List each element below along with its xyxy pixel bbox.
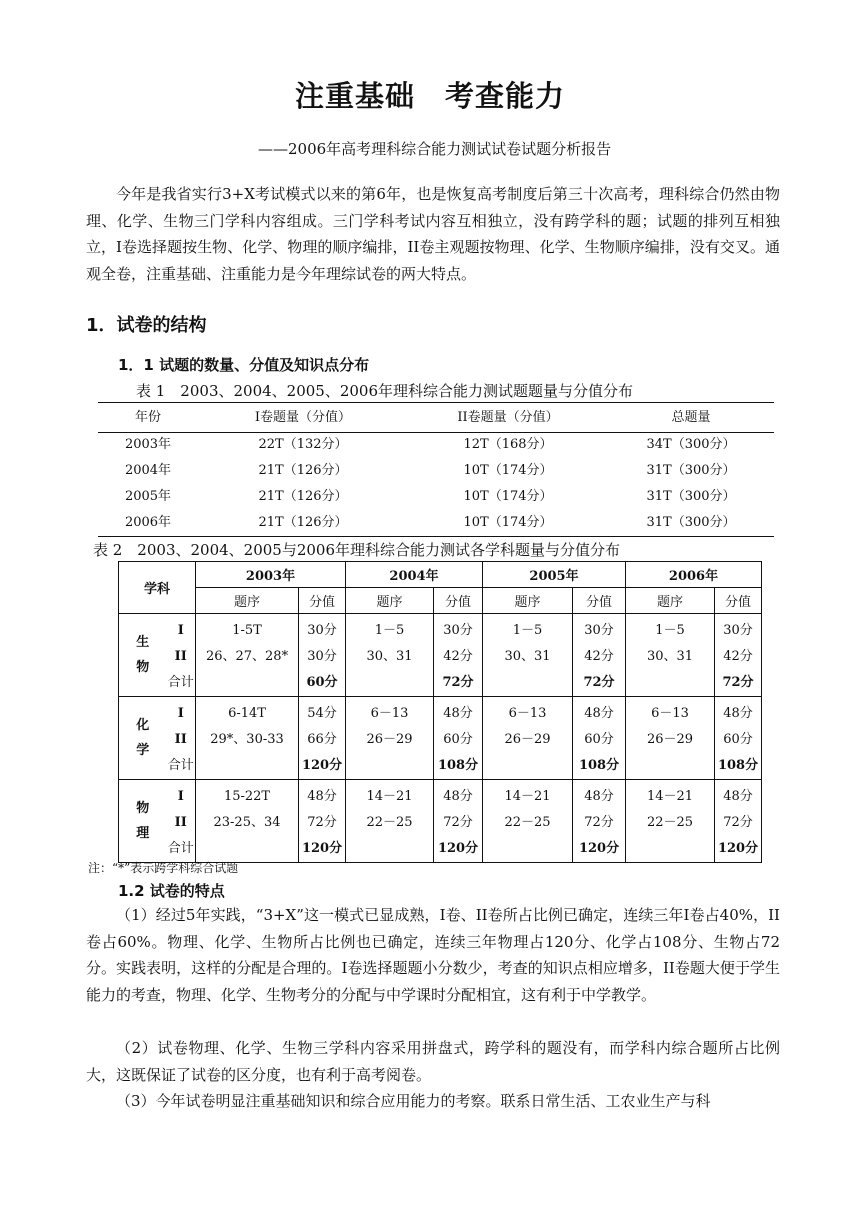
score-value: 42分 — [584, 649, 614, 664]
table1-cell: 22T（132分） — [258, 437, 348, 452]
score-total: 72分 — [442, 675, 474, 690]
table2-subject-physics — [119, 780, 167, 863]
table2-footnote: 注：“*”表示跨学科综合试题 — [88, 861, 239, 875]
order-value: 30、31 — [366, 649, 413, 664]
page-title: 注重基础 考查能力 — [294, 79, 565, 113]
subject-char: 学 — [136, 743, 150, 758]
score-total: 120分 — [437, 841, 479, 856]
order-value: 30、31 — [646, 649, 694, 664]
table1-cell: 21T（126分） — [258, 489, 348, 504]
table2-col-score: 分值 — [434, 588, 483, 614]
score-total: 108分 — [717, 758, 759, 773]
subject-char: 物 — [136, 801, 150, 816]
table1-cell: 21T（126分） — [258, 515, 348, 530]
table2-order-cell — [346, 697, 434, 780]
part-label: 合计 — [167, 675, 194, 690]
order-value: 22－25 — [366, 815, 413, 830]
order-value: 30、31 — [504, 649, 551, 664]
part-label: I — [177, 623, 184, 638]
order-value: 1-5T — [232, 623, 262, 638]
order-value: 26、27、28* — [205, 649, 289, 664]
table1-cell: 21T（126分） — [258, 463, 348, 478]
table2-score-cell — [715, 697, 762, 780]
score-value: 60分 — [584, 732, 614, 747]
table2-order-cell — [626, 614, 715, 697]
table1-cell: 10T（174分） — [463, 463, 553, 478]
table1-cell: 2003年 — [124, 437, 172, 452]
order-value: 6－13 — [370, 706, 409, 721]
order-value: 14－21 — [504, 789, 551, 804]
table2-col-score: 分值 — [299, 588, 346, 614]
table1-cell: 10T（174分） — [463, 515, 553, 530]
table2-parts — [167, 780, 196, 863]
table-row — [119, 614, 762, 697]
table2-order-cell — [346, 614, 434, 697]
score-value: 30分 — [307, 649, 337, 664]
score-total: 72分 — [722, 675, 754, 690]
score-total: 60分 — [306, 675, 338, 690]
table2-score-cell — [434, 614, 483, 697]
table2 — [118, 561, 762, 863]
score-total: 120分 — [578, 841, 620, 856]
table-row — [98, 432, 774, 458]
table2-year-header: 2005年 — [483, 562, 626, 588]
table2-col-score: 分值 — [573, 588, 626, 614]
score-total: 108分 — [578, 758, 620, 773]
score-value: 48分 — [443, 789, 473, 804]
score-value: 42分 — [443, 649, 473, 664]
table2-order-cell — [196, 697, 299, 780]
table2-col-score: 分值 — [715, 588, 762, 614]
order-value: 15-22T — [223, 789, 271, 804]
page-subtitle: ——2006年高考理科综合能力测试试卷试题分析报告 — [258, 140, 612, 158]
score-value: 60分 — [723, 732, 753, 747]
order-value: 23-25、34 — [213, 815, 281, 830]
table1-cell: 2004年 — [124, 463, 172, 478]
table2-score-cell — [573, 614, 626, 697]
table2-col-order: 题序 — [346, 588, 434, 614]
order-value: 6－13 — [508, 706, 547, 721]
table1-cell: 12T（168分） — [463, 437, 553, 452]
table-row — [119, 697, 762, 780]
table2-score-cell — [299, 780, 346, 863]
part-label: 合计 — [167, 758, 194, 773]
table1-bottom-rule — [98, 536, 774, 537]
table1-header-row — [98, 405, 774, 431]
feature-paragraph-2: （2）试卷物理、化学、生物三学科内容采用拼盘式，跨学科的题没有，而学科内综合题所占比例大，这既保证了试卷的区分度，也有利于高考阅卷。 — [86, 1039, 780, 1084]
order-value: 14－21 — [366, 789, 413, 804]
score-value: 54分 — [307, 706, 337, 721]
table2-score-cell — [299, 614, 346, 697]
table1-cell: 31T（300分） — [646, 463, 736, 478]
table2-score-cell — [299, 697, 346, 780]
score-value: 72分 — [723, 815, 753, 830]
order-value: 1－5 — [655, 623, 685, 638]
table1-top-rule — [98, 402, 774, 403]
table-row — [98, 458, 774, 484]
order-value: 6－13 — [651, 706, 689, 721]
table-row — [98, 510, 774, 536]
score-value: 48分 — [584, 789, 614, 804]
score-value: 30分 — [307, 623, 337, 638]
table2-score-cell — [573, 697, 626, 780]
order-value: 22－25 — [646, 815, 694, 830]
table1-header-total: 总题量 — [671, 410, 711, 425]
table2-order-cell — [483, 614, 573, 697]
table2-year-header: 2006年 — [626, 562, 762, 588]
score-value: 48分 — [723, 789, 753, 804]
part-label: 合计 — [167, 841, 194, 856]
table1-header-part1: I卷题量（分值） — [254, 410, 352, 425]
subsection-heading-features: 1.2 试卷的特点 — [118, 882, 225, 900]
table2-col-order: 题序 — [483, 588, 573, 614]
score-total: 120分 — [717, 841, 759, 856]
table1-cell: 2005年 — [124, 489, 172, 504]
table2-score-cell — [434, 697, 483, 780]
table1-cell: 31T（300分） — [646, 489, 736, 504]
score-value: 30分 — [584, 623, 614, 638]
part-label: II — [174, 732, 187, 747]
table2-order-cell — [626, 697, 715, 780]
table2-order-cell — [346, 780, 434, 863]
score-value: 72分 — [307, 815, 337, 830]
order-value: 26－29 — [504, 732, 551, 747]
table1-header-year: 年份 — [134, 410, 161, 425]
score-total: 108分 — [437, 758, 479, 773]
table2-score-cell — [573, 780, 626, 863]
score-value: 72分 — [443, 815, 473, 830]
table2-subject-chemistry — [119, 697, 167, 780]
table2-subject-header: 学科 — [119, 562, 196, 614]
part-label: I — [177, 789, 184, 804]
table2-order-cell — [626, 780, 715, 863]
table-row — [98, 484, 774, 510]
subject-char: 物 — [136, 660, 150, 675]
score-value: 66分 — [307, 732, 337, 747]
part-label: II — [174, 815, 187, 830]
subject-char: 生 — [136, 635, 150, 650]
table2-order-cell — [196, 614, 299, 697]
feature-paragraph-1: （1）经过5年实践，“3+X”这一模式已显成熟，I卷、II卷所占比例已确定，连续三年I卷占40%，II卷占60%。物理、化学、生物所占比例也已确定，连续三年物理占120分、化学占108分、生物占72分。实践表明，这样的分配是合理的。I卷选择题题小分数少，考查的知识点相应增多，II卷题大便于学生能力的考查，物理、化学、生物考分的分配与中学课时分配相宜，这有利于中学教学。 — [86, 906, 780, 1004]
score-total: 120分 — [301, 758, 343, 773]
table2-year-header: 2003年 — [196, 562, 346, 588]
table2-order-cell — [483, 697, 573, 780]
score-value: 60分 — [443, 732, 473, 747]
section-heading-structure: 1．试卷的结构 — [86, 315, 207, 336]
order-value: 1－5 — [512, 623, 543, 638]
table2-order-cell — [483, 780, 573, 863]
table2-order-cell — [196, 780, 299, 863]
score-value: 42分 — [723, 649, 753, 664]
order-value: 1－5 — [374, 623, 405, 638]
table2-score-cell — [715, 780, 762, 863]
order-value: 14－21 — [646, 789, 694, 804]
part-label: II — [174, 649, 187, 664]
score-total: 72分 — [583, 675, 615, 690]
table2-caption: 表 2 2003、2004、2005与2006年理科综合能力测试各学科题量与分值分布 — [93, 541, 621, 559]
part-label: I — [177, 706, 184, 721]
table-row — [119, 780, 762, 863]
table2-year-header: 2004年 — [346, 562, 483, 588]
table1-header-part2: II卷题量（分值） — [457, 410, 559, 425]
score-value: 30分 — [443, 623, 473, 638]
order-value: 26－29 — [366, 732, 413, 747]
table1-cell: 10T（174分） — [463, 489, 553, 504]
intro-paragraph: 今年是我省实行3+X考试模式以来的第6年，也是恢复高考制度后第三十次高考，理科综合仍然由物理、化学、生物三门学科内容组成。三门学科考试内容互相独立，没有跨学科的题；试题的排列互相独立，I卷选择题按生物、化学、物理的顺序编排，II卷主观题按物理、化学、生物顺序编排，没有交叉。通观全卷，注重基础、注重能力是今年理综试卷的两大特点。 — [86, 185, 780, 283]
subject-char: 理 — [136, 826, 150, 841]
feature-paragraph-3: （3）今年试卷明显注重基础知识和综合应用能力的考察。联系日常生活、工农业生产与科 — [116, 1092, 711, 1110]
table2-parts — [167, 614, 196, 697]
score-value: 48分 — [307, 789, 337, 804]
table2-col-order: 题序 — [626, 588, 715, 614]
score-value: 48分 — [443, 706, 473, 721]
table1-cell: 34T（300分） — [646, 437, 736, 452]
order-value: 22－25 — [504, 815, 551, 830]
table2-subject-biology — [119, 614, 167, 697]
score-value: 48分 — [584, 706, 614, 721]
score-value: 30分 — [723, 623, 753, 638]
table1-caption: 表 1 2003、2004、2005、2006年理科综合能力测试题题量与分值分布 — [136, 382, 634, 400]
table1-cell: 2006年 — [124, 515, 172, 530]
subject-char: 化 — [136, 718, 150, 733]
subsection-heading-distribution: 1．1 试题的数量、分值及知识点分布 — [118, 356, 370, 374]
score-value: 72分 — [584, 815, 614, 830]
table2-parts — [167, 697, 196, 780]
order-value: 26－29 — [646, 732, 694, 747]
table1-cell: 31T（300分） — [646, 515, 736, 530]
table2-score-cell — [434, 780, 483, 863]
table2-score-cell — [715, 614, 762, 697]
score-value: 48分 — [723, 706, 753, 721]
order-value: 6-14T — [228, 706, 266, 721]
table2-col-order: 题序 — [196, 588, 299, 614]
score-total: 120分 — [301, 841, 343, 856]
order-value: 29*、30-33 — [210, 732, 284, 747]
